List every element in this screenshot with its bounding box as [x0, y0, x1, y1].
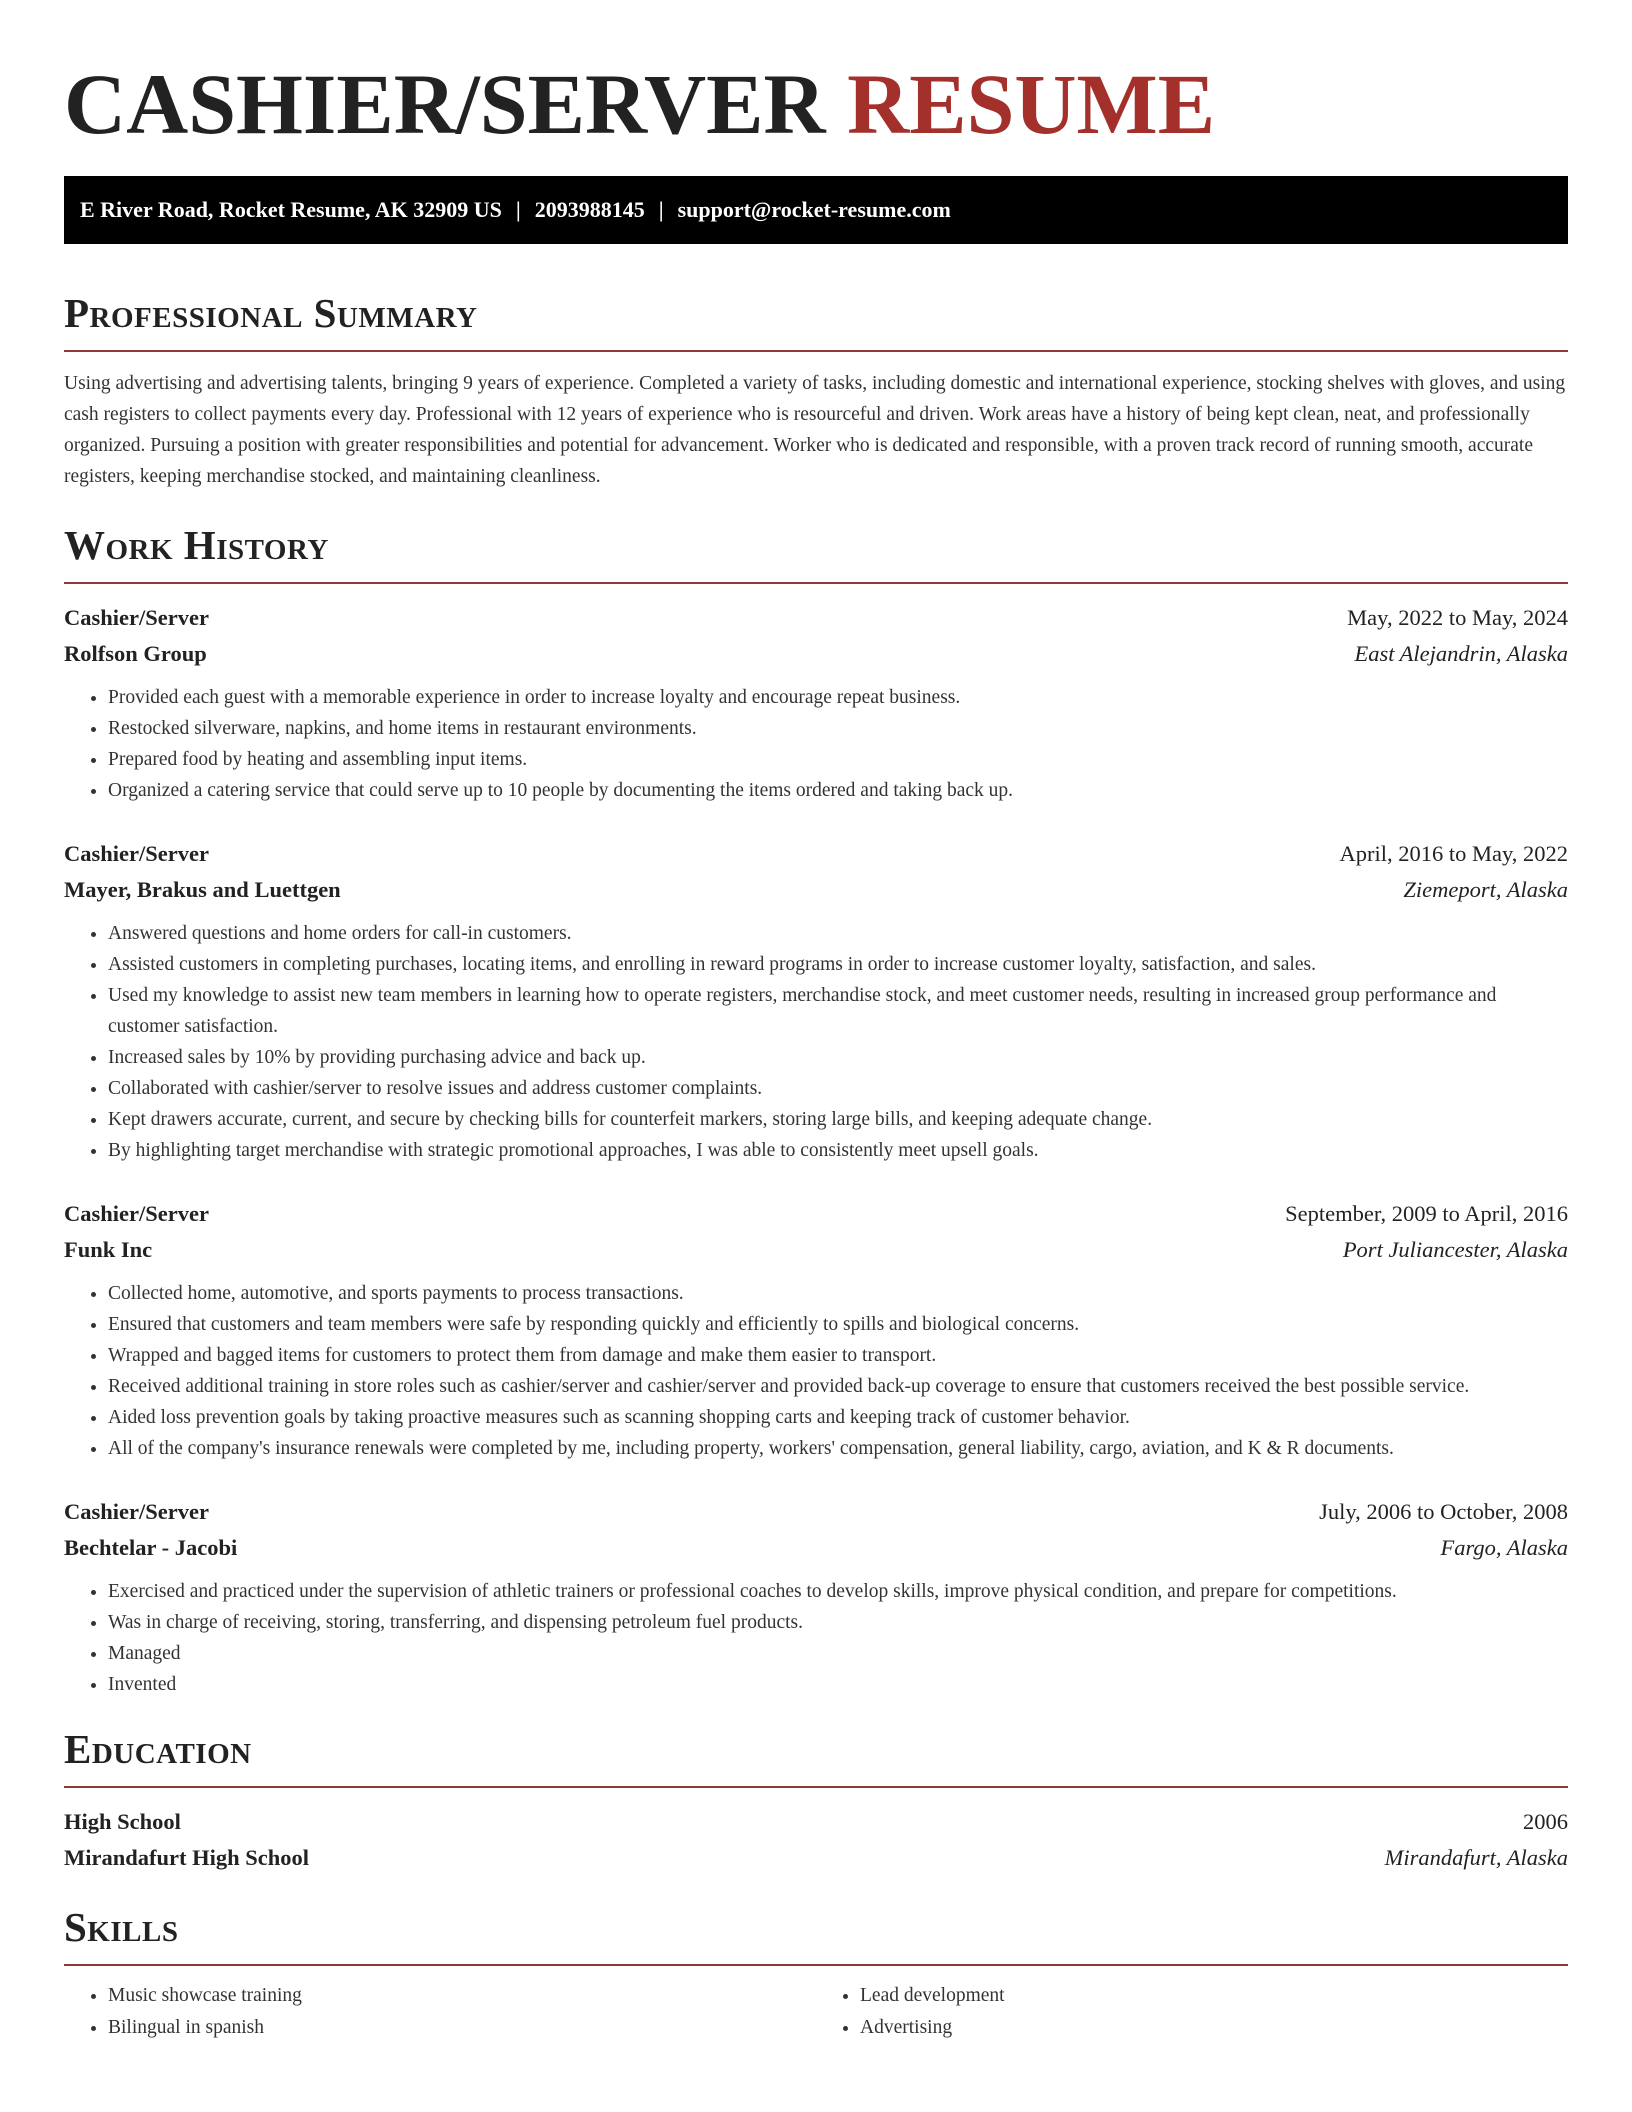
contact-email: support@rocket-resume.com [677, 197, 951, 222]
skills-column-right [816, 1980, 1568, 2044]
job-header-row [64, 1196, 1568, 1232]
skills-section [64, 1902, 1568, 2044]
job-company-row [64, 1530, 1568, 1566]
job-bullet: • Exercised and practiced under the supervision of athletic trainers or professional coaches to develop skills, improve physical condition, and prepare for competitions. [108, 1576, 1568, 1607]
job-company: Rolfson Group [64, 641, 207, 666]
education-degree-row [64, 1804, 1568, 1840]
job-bullet: • Received additional training in store roles such as cashier/server and cashier/server and provided back-up coverage to ensure that customers received the best possible service. [108, 1371, 1568, 1402]
job-company-row [64, 636, 1568, 672]
section-divider [64, 1786, 1568, 1788]
job-dates: May, 2022 to May, 2024 [1347, 605, 1568, 630]
education-school: Mirandafurt High School [64, 1845, 310, 1870]
education-school-row [64, 1840, 1568, 1876]
education-location: Mirandafurt, Alaska [1384, 1845, 1568, 1870]
contact-bar [64, 176, 1568, 244]
title-accent: RESUME [847, 56, 1216, 152]
job-company: Mayer, Brakus and Luettgen [64, 877, 341, 902]
job-bullet: • Managed [108, 1638, 1568, 1669]
resume-title [64, 0, 1568, 154]
skills-column-left [64, 1980, 816, 2044]
education-entry [64, 1804, 1568, 1876]
job-bullet: • Aided loss prevention goals by taking proactive measures such as scanning shopping carts and keeping track of customer behavior. [108, 1402, 1568, 1433]
job-bullet: • Organized a catering service that could serve up to 10 people by documenting the items ordered and taking back up. [108, 775, 1568, 806]
job-bullet: • Collaborated with cashier/server to resolve issues and address customer complaints. [108, 1073, 1568, 1104]
job-title: Cashier/Server [64, 605, 209, 630]
job-bullets [64, 1576, 1568, 1700]
job-bullet: • Kept drawers accurate, current, and secure by checking bills for counterfeit markers, storing large bills, and keeping adequate change. [108, 1104, 1568, 1135]
job-title: Cashier/Server [64, 1201, 209, 1226]
job-bullet: • Collected home, automotive, and sports payments to process transactions. [108, 1278, 1568, 1309]
contact-address: E River Road, Rocket Resume, AK 32909 US [80, 197, 502, 222]
job-bullet: • Ensured that customers and team members were safe by responding quickly and efficiently to spills and biological concerns. [108, 1309, 1568, 1340]
job-company-row [64, 872, 1568, 908]
education-year: 2006 [1523, 1809, 1568, 1834]
job-header-row [64, 600, 1568, 636]
section-divider [64, 350, 1568, 352]
job-title: Cashier/Server [64, 1499, 209, 1524]
skill-item: • Bilingual in spanish [108, 2012, 816, 2044]
job-title: Cashier/Server [64, 841, 209, 866]
job-bullet: • Answered questions and home orders for call-in customers. [108, 918, 1568, 949]
job-header-row [64, 1494, 1568, 1530]
job-header-row [64, 836, 1568, 872]
work-history-section [64, 520, 1568, 1700]
job-entry [64, 836, 1568, 1166]
job-location: Ziemeport, Alaska [1403, 877, 1568, 902]
job-entry [64, 600, 1568, 806]
job-company-row [64, 1232, 1568, 1268]
summary-text: Using advertising and advertising talents, bringing 9 years of experience. Completed a variety of tasks, including domestic and international experience, stocking shelves with gloves, and using cash registers to collect payments every day. Professional with 12 years of experience who is resourceful and driven. Work areas have a history of being kept clean, neat, and professionally organized. Pursuing a position with greater responsibilities and potential for advancement. Worker who is dedicated and responsible, with a proven track record of running smooth, accurate registers, keeping merchandise stocked, and maintaining cleanliness. [64, 373, 1566, 487]
resume-page [64, 0, 1568, 2044]
job-location: Fargo, Alaska [1440, 1535, 1568, 1560]
job-bullet: • By highlighting target merchandise with strategic promotional approaches, I was able to consistently meet upsell goals. [108, 1135, 1568, 1166]
job-bullet: • Assisted customers in completing purchases, locating items, and enrolling in reward programs in order to increase customer loyalty, satisfaction, and sales. [108, 949, 1568, 980]
work-history-heading: Work History [64, 522, 329, 568]
skills-heading: Skills [64, 1904, 179, 1950]
job-location: East Alejandrin, Alaska [1354, 641, 1568, 666]
job-location: Port Juliancester, Alaska [1342, 1237, 1568, 1262]
job-bullet: • Invented [108, 1669, 1568, 1700]
job-dates: April, 2016 to May, 2022 [1339, 841, 1568, 866]
section-divider [64, 582, 1568, 584]
education-section [64, 1724, 1568, 1876]
summary-heading: Professional Summary [64, 290, 478, 336]
section-divider [64, 1964, 1568, 1966]
job-bullets [64, 918, 1568, 1166]
job-dates: September, 2009 to April, 2016 [1285, 1201, 1568, 1226]
summary-section [64, 288, 1568, 492]
job-bullet: • Provided each guest with a memorable experience in order to increase loyalty and encourage repeat business. [108, 682, 1568, 713]
job-bullet: • Prepared food by heating and assembling input items. [108, 744, 1568, 775]
job-company: Funk Inc [64, 1237, 153, 1262]
job-entry [64, 1196, 1568, 1464]
contact-separator: | [515, 197, 521, 222]
job-bullets [64, 1278, 1568, 1464]
skill-item: • Lead development [860, 1980, 1568, 2012]
job-bullet: • Wrapped and bagged items for customers to protect them from damage and make them easier to transport. [108, 1340, 1568, 1371]
skill-item: • Advertising [860, 2012, 1568, 2044]
job-bullet: • All of the company's insurance renewals were completed by me, including property, workers' compensation, general liability, cargo, aviation, and K & R documents. [108, 1433, 1568, 1464]
contact-separator: | [658, 197, 664, 222]
job-dates: July, 2006 to October, 2008 [1319, 1499, 1568, 1524]
skill-item: • Music showcase training [108, 1980, 816, 2012]
job-bullets [64, 682, 1568, 806]
job-bullet: • Increased sales by 10% by providing purchasing advice and back up. [108, 1042, 1568, 1073]
skills-list [64, 1980, 1568, 2044]
title-main: CASHIER/SERVER [64, 56, 826, 152]
job-bullet: • Used my knowledge to assist new team members in learning how to operate registers, merchandise stock, and meet customer needs, resulting in increased group performance and customer satisfaction. [108, 980, 1568, 1042]
contact-phone: 2093988145 [534, 197, 645, 222]
job-entry [64, 1494, 1568, 1700]
job-bullet: • Restocked silverware, napkins, and home items in restaurant environments. [108, 713, 1568, 744]
education-heading: Education [64, 1726, 252, 1772]
job-company: Bechtelar - Jacobi [64, 1535, 238, 1560]
job-bullet: • Was in charge of receiving, storing, transferring, and dispensing petroleum fuel products. [108, 1607, 1568, 1638]
education-degree: High School [64, 1809, 181, 1834]
